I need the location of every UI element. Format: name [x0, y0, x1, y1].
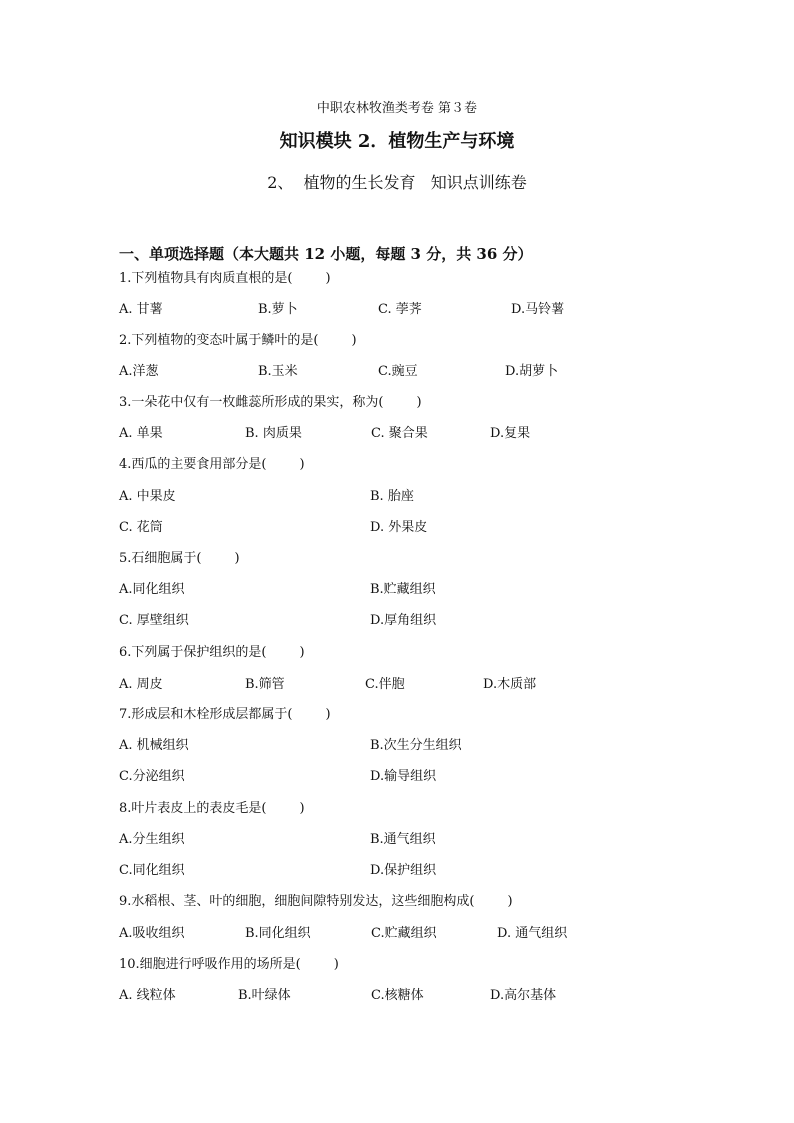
question-4-option-a: A. 中果皮: [119, 489, 176, 504]
question-10-option-a: A. 线粒体: [119, 988, 176, 1003]
question-1-option-a: A. 甘薯: [119, 302, 163, 317]
question-2-option-b: B.玉米: [258, 364, 298, 379]
question-10-option-b: B.叶绿体: [238, 988, 291, 1003]
question-5-option-c: C. 厚壁组织: [119, 613, 189, 628]
question-5-stem: 5.石细胞属于( ): [119, 551, 240, 566]
question-7-option-a: A. 机械组织: [119, 738, 189, 753]
question-9-option-b: B.同化组织: [245, 926, 311, 941]
question-1-stem: 1.下列植物具有肉质直根的是( ): [119, 271, 331, 286]
question-6-option-a: A. 周皮: [119, 677, 163, 692]
question-6-option-d: D.木质部: [483, 677, 537, 692]
question-7-option-c: C.分泌组织: [119, 769, 185, 784]
question-7-option-b: B.次生分生组织: [370, 738, 462, 753]
question-4-option-c: C. 花筒: [119, 520, 163, 535]
chapter-title: 2、 植物的生长发育 知识点训练卷: [267, 173, 527, 192]
question-6-stem: 6.下列属于保护组织的是( ): [119, 645, 305, 660]
module-title: 知识模块 2．植物生产与环境: [279, 131, 515, 152]
question-10-stem: 10.细胞进行呼吸作用的场所是( ): [119, 957, 339, 972]
question-3-option-c: C. 聚合果: [371, 426, 428, 441]
question-2-option-c: C.豌豆: [378, 364, 418, 379]
question-8-option-b: B.通气组织: [370, 832, 436, 847]
question-8-stem: 8.叶片表皮上的表皮毛是( ): [119, 801, 305, 816]
question-8-option-d: D.保护组织: [370, 863, 437, 878]
question-3-stem: 3.一朵花中仅有一枚雌蕊所形成的果实，称为( ): [119, 395, 422, 410]
question-5-option-b: B.贮藏组织: [370, 582, 436, 597]
question-10-option-c: C.核糖体: [371, 988, 424, 1003]
question-3-option-a: A. 单果: [119, 426, 163, 441]
question-9-stem: 9.水稻根、茎、叶的细胞，细胞间隙特别发达，这些细胞构成( ): [119, 894, 513, 909]
question-1-option-b: B.萝卜: [258, 302, 298, 317]
question-6-option-b: B.筛管: [245, 677, 285, 692]
question-8-option-a: A.分生组织: [119, 832, 185, 847]
exam-series-title: 中职农林牧渔类考卷 第３卷: [316, 101, 478, 116]
question-5-option-d: D.厚角组织: [370, 613, 437, 628]
question-9-option-c: C.贮藏组织: [371, 926, 437, 941]
question-8-option-c: C.同化组织: [119, 863, 185, 878]
question-1-option-c: C. 荸荠: [378, 302, 422, 317]
question-4-option-b: B. 胎座: [370, 489, 414, 504]
section-heading: 一、单项选择题（本大题共 12 小题，每题 3 分，共 36 分）: [119, 245, 533, 263]
question-9-option-d: D. 通气组织: [497, 926, 568, 941]
question-10-option-d: D.高尔基体: [490, 988, 557, 1003]
question-7-option-d: D.输导组织: [370, 769, 437, 784]
question-3-option-b: B. 肉质果: [245, 426, 302, 441]
question-4-stem: 4.西瓜的主要食用部分是( ): [119, 457, 305, 472]
question-2-option-d: D.胡萝卜: [505, 364, 559, 379]
question-5-option-a: A.同化组织: [119, 582, 185, 597]
question-6-option-c: C.伴胞: [365, 677, 405, 692]
question-1-option-d: D.马铃薯: [511, 302, 565, 317]
question-2-stem: 2.下列植物的变态叶属于鳞叶的是( ): [119, 333, 357, 348]
question-3-option-d: D.复果: [490, 426, 531, 441]
question-9-option-a: A.吸收组织: [119, 926, 185, 941]
question-4-option-d: D. 外果皮: [370, 520, 428, 535]
question-2-option-a: A.洋葱: [119, 364, 159, 379]
question-7-stem: 7.形成层和木栓形成层都属于( ): [119, 707, 331, 722]
